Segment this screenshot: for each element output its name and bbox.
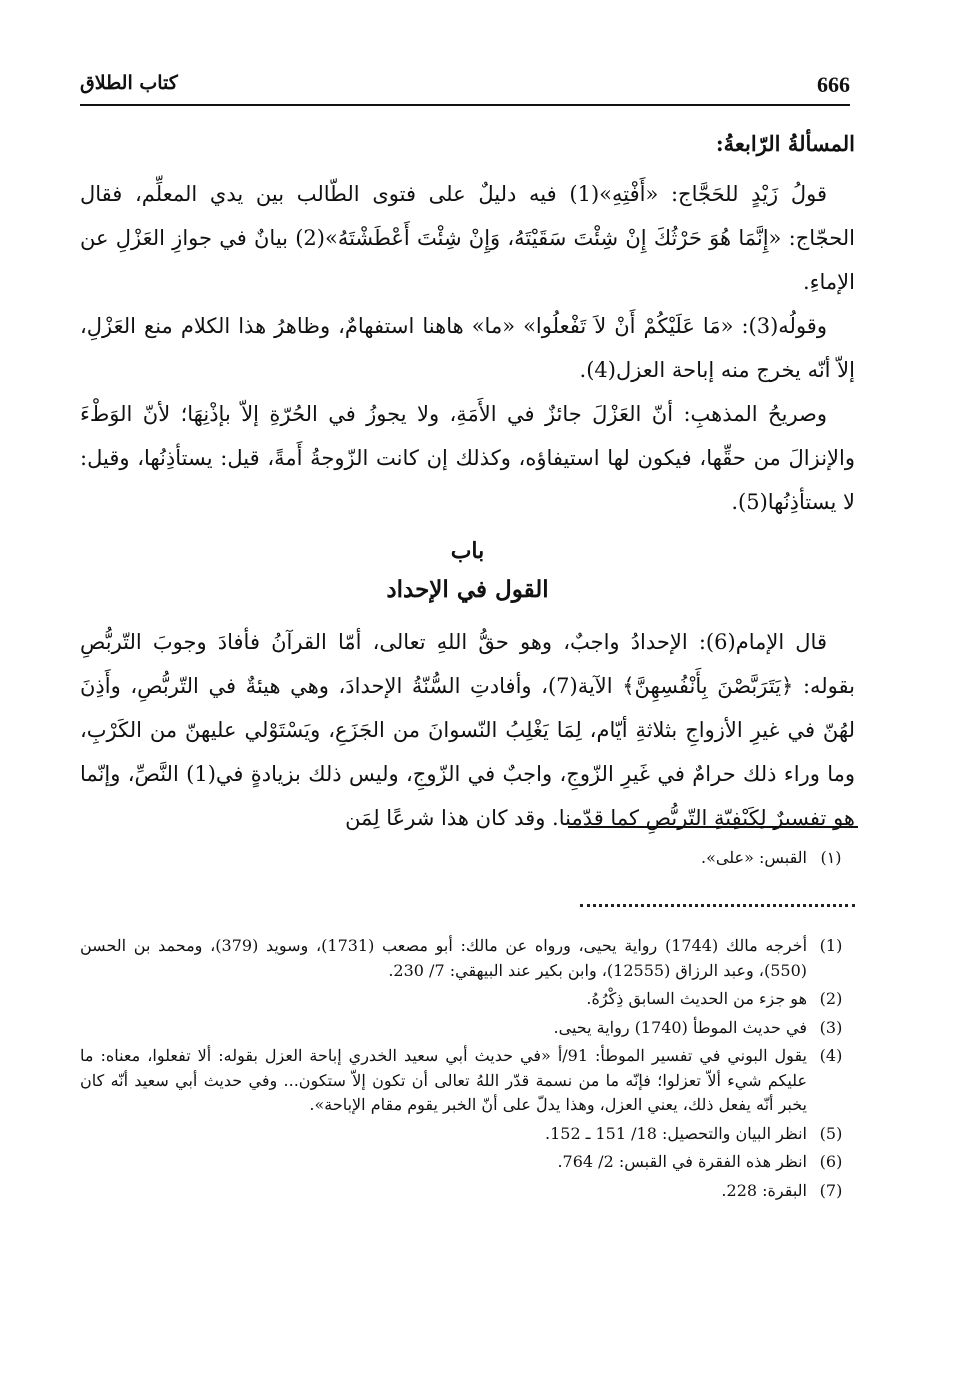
- footnote: [80, 1016, 855, 1041]
- footnote-number: (5): [819, 1123, 843, 1143]
- variant-note: [80, 846, 855, 870]
- footnote-number: (1): [819, 936, 843, 955]
- footnote: [80, 1044, 855, 1118]
- footnotes: [80, 934, 855, 1207]
- main-text: [80, 122, 855, 840]
- footnote-text: البقرة: 228.: [721, 1180, 807, 1200]
- footnote-text: في حديث الموطأ (1740) رواية يحيى.: [553, 1017, 807, 1037]
- footnote-separator: [568, 826, 858, 828]
- footnote-number: (2): [819, 989, 843, 1008]
- running-title: كتاب الطلاق: [80, 72, 178, 94]
- page-header: [80, 70, 850, 106]
- footnote-text: أخرجه مالك (1744) رواية يحيى، ورواه عن مالك: أبو مصعب (1731)، وسويد (379)، ومحمد بن الحسن (550)، وعبد الرزاق (12555)، وابن بكير عند البيهقي: 7/ 230.: [80, 936, 808, 980]
- chapter-title: القول في الإحداد: [386, 576, 549, 603]
- footnote: [80, 934, 855, 983]
- footnote: [80, 1122, 855, 1147]
- footnote-number: (3): [819, 1017, 843, 1037]
- footnote-text: هو جزء من الحديث السابق ذِكْرُهُ.: [586, 989, 807, 1008]
- variant-notes: [80, 846, 855, 874]
- dotted-separator: [580, 904, 855, 917]
- footnote-text: انظر البيان والتحصيل: 18/ 151 ـ 152.: [544, 1123, 807, 1143]
- footnote-text: انظر هذه الفقرة في القبس: 2/ 764.: [557, 1152, 807, 1171]
- page-number: 666: [817, 72, 850, 97]
- footnote-number: (7): [819, 1180, 843, 1200]
- variant-note-number: (١): [820, 848, 842, 867]
- paragraph: قال الإمام(6): الإحدادُ واجبٌ، وهو حقُّ اللهِ تعالى، أمّا القرآنُ فأفادَ وجوبَ التّربُّصِ بقوله: ﴿يَتَرَبَّصْنَ بِأَنْفُسِهِنَّ﴾ الآية(7)، وأفادتِ السُّنّةُ الإحدادَ، وهي هيئةٌ في التّربُّصِ، وأَذِنَ لهُنّ في غيرِ الأزواجِ بثلاثةِ أيّام، لِمَا يَغْلِبُ النّسوانَ من الجَزَعِ، ويَسْتَوْلي عليهنّ من الكَرْبِ، وما وراء ذلك حرامٌ في غَيرِ الزّوجِ، واجبٌ في الزّوجِ، وليس ذلك بزيادةٍ في(1) النَّصِّ، وإنّما هو تفسيرٌ لِكَيْفِيّةِ التّربُّصِ كما قدّمنا. وقد كان هذا شرعًا لِمَن: [80, 630, 855, 830]
- footnote: [80, 1179, 855, 1204]
- footnote-text: يقول البوني في تفسير الموطأ: 91/أ «في حديث أبي سعيد الخدري إباحة العزل بقوله: ألا تفعلوا، معناه: ما عليكم شيء ألاّ تعزلوا؛ فإنّه ما من نسمة قدّر اللهُ تعالى أن تكون إلاّ ستكون... وفي حديث أبي سعيد أنّه كان يخبر أنّه يفعل ذلك، يعني العزل، وهذا يدلّ على أنّ الخبر يقوم مقام الإباحة».: [80, 1046, 807, 1114]
- paragraph: وصريحُ المذهبِ: أنّ العَزْلَ جائزٌ في الأَمَةِ، ولا يجوزُ في الحُرّةِ إلاّ بإذْنِهَا؛ لأنّ الوَطْءَ والإنزالَ من حقِّها، فيكون لها استيفاؤه، وكذلك إن كانت الزّوجةُ أَمةً، قيل: يستأذِنُها، وقيل: لا يستأذِنُها(5).: [80, 402, 855, 514]
- variant-note-text: القبس: «على».: [701, 848, 807, 867]
- footnote-number: (4): [819, 1046, 843, 1065]
- section-heading: المسألةُ الرّابعةُ:: [715, 131, 855, 156]
- chapter-label: باب: [450, 538, 485, 564]
- footnote-number: (6): [819, 1152, 843, 1171]
- paragraph: وقولُه(3): «مَا عَلَيْكُمْ أَنْ لاَ تَفْعلُوا» «ما» هاهنا استفهامٌ، وظاهرُ هذا الكلام منع العَزْلِ، إلاّ أنّه يخرج منه إباحة العزل(4).: [80, 314, 855, 382]
- paragraph: قولُ زَيْدٍ للحَجَّاج: «أَفْتِهِ»(1) فيه دليلٌ على فتوى الطّالب بين يدي المعلِّم، فقال الحجّاج: «إِنَّمَا هُوَ حَرْثُكَ إِنْ شِئْتَ سَقَيْتَهُ، وَإِنْ شِئْتَ أَعْطَشْتَهُ»(2) بيانٌ في جوازِ العَزْلِ عن الإماءِ.: [80, 182, 855, 294]
- footnote: [80, 1150, 855, 1175]
- footnote: [80, 987, 855, 1012]
